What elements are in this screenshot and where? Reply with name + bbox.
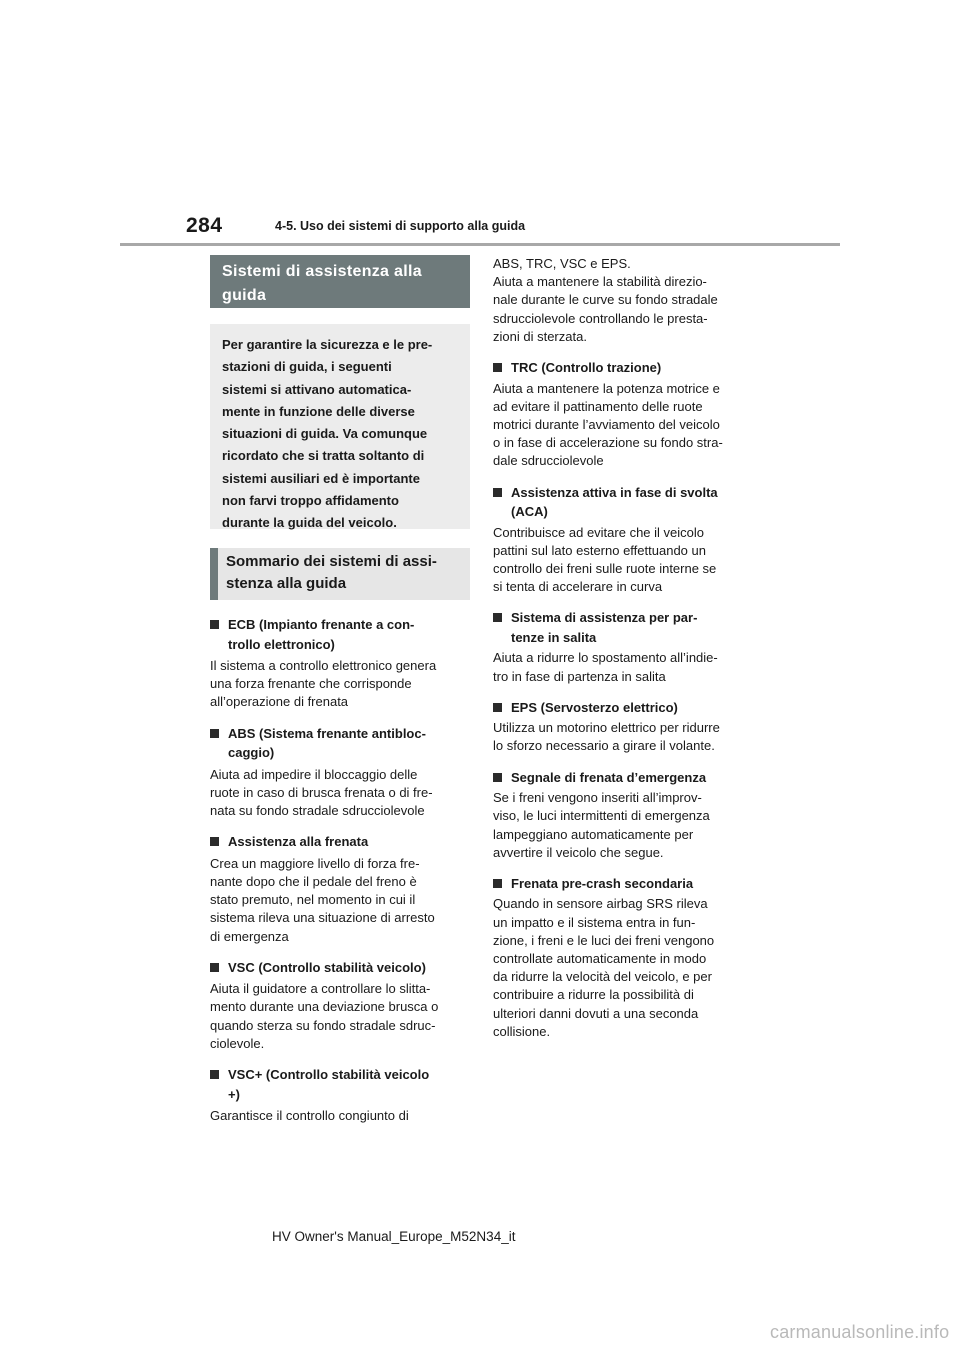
subtitle-line: Sommario dei sistemi di assi- bbox=[226, 553, 437, 570]
item-text-line: ulteriori danni dovuti a una seconda bbox=[493, 1005, 699, 1021]
item-title bbox=[210, 958, 470, 978]
item-text-line: motrici durante l’avviamento del veicolo bbox=[493, 416, 720, 432]
section-subtitle bbox=[210, 548, 470, 600]
item-text-line: pattini sul lato esterno effettuando un bbox=[493, 542, 706, 558]
system-item-abs bbox=[210, 724, 470, 821]
item-text-line: Il sistema a controllo elettronico genera bbox=[210, 658, 437, 673]
item-text-line: una forza frenante che corrisponde bbox=[210, 676, 412, 692]
item-text-line: collisione. bbox=[493, 1023, 551, 1039]
item-title bbox=[493, 768, 753, 788]
item-text-line: contribuire a ridurre la possibilità di bbox=[493, 987, 694, 1003]
continuation-line: ABS, TRC, VSC e EPS. bbox=[493, 256, 631, 271]
system-item-aca bbox=[493, 483, 753, 597]
item-text-line: un impatto e il sistema entra in fun- bbox=[493, 914, 696, 930]
item-text-line: Aiuta a mantenere la potenza motrice e bbox=[493, 380, 720, 396]
item-text bbox=[493, 789, 753, 862]
item-title-line: (ACA) bbox=[511, 504, 548, 520]
item-text bbox=[493, 649, 753, 685]
system-item-emergency-brake-signal bbox=[493, 768, 753, 862]
continuation-line: nale durante le curve su fondo stradale bbox=[493, 292, 718, 308]
item-title bbox=[210, 615, 470, 654]
item-title-line: trollo elettronico) bbox=[228, 636, 335, 652]
item-title bbox=[210, 724, 470, 763]
item-text bbox=[493, 895, 753, 1041]
item-text-line: mento durante una deviazione brusca o bbox=[210, 999, 439, 1015]
item-text-line: Garantisce il controllo congiunto di bbox=[210, 1108, 409, 1124]
item-title-line: Sistema di assistenza per par- bbox=[511, 610, 698, 626]
item-text-line: tro in fase di partenza in salita bbox=[493, 668, 666, 684]
item-text bbox=[210, 1107, 470, 1125]
item-title-line: +) bbox=[228, 1086, 240, 1102]
item-title-line: VSC (Controllo stabilità veicolo) bbox=[228, 959, 426, 975]
intro-line: sistemi ausiliari ed è importante bbox=[222, 470, 420, 486]
page-number: 284 bbox=[186, 214, 223, 237]
continuation-line: sdrucciolevole controllando le presta- bbox=[493, 310, 708, 326]
intro-line: durante la guida del veicolo. bbox=[222, 515, 397, 531]
item-title bbox=[210, 832, 470, 852]
item-title-line: ABS (Sistema frenante antibloc- bbox=[228, 725, 426, 741]
continuation-line: zioni di sterzata. bbox=[493, 328, 587, 344]
item-title-line: tenze in salita bbox=[511, 629, 597, 645]
system-item-trc bbox=[493, 358, 753, 471]
item-text-line: viso, le luci intermittenti di emergenza bbox=[493, 808, 710, 824]
item-text-line: da ridurre la velocità del veicolo, e per bbox=[493, 969, 712, 985]
intro-line: ricordato che si tratta soltanto di bbox=[222, 448, 425, 464]
item-text bbox=[493, 719, 753, 755]
item-title bbox=[493, 608, 753, 647]
right-column bbox=[493, 255, 753, 1041]
item-text-line: nante dopo che il pedale del freno è bbox=[210, 873, 417, 889]
item-text-line: stato premuto, nel momento in cui il bbox=[210, 892, 416, 908]
item-text-line: avvertire il veicolo che segue. bbox=[493, 844, 664, 860]
item-title-line: TRC (Controllo trazione) bbox=[511, 360, 662, 376]
item-text-line: Quando in sensore airbag SRS rileva bbox=[493, 896, 708, 912]
item-text-line: sistema rileva una situazione di arresto bbox=[210, 910, 435, 926]
continuation-text bbox=[493, 255, 753, 346]
item-text bbox=[210, 855, 470, 946]
item-text-line: Utilizza un motorino elettrico per ridurre bbox=[493, 720, 720, 736]
item-title-line: Assistenza alla frenata bbox=[228, 834, 369, 850]
item-title bbox=[493, 874, 753, 894]
item-title-line: Frenata pre-crash secondaria bbox=[511, 875, 694, 891]
item-text bbox=[493, 380, 753, 471]
item-text-line: dale sdrucciolevole bbox=[493, 453, 604, 469]
item-title-line: Segnale di frenata d’emergenza bbox=[511, 769, 707, 785]
item-text-line: Se i freni vengono inseriti all’improv- bbox=[493, 790, 702, 806]
system-item-ecb bbox=[210, 615, 470, 712]
intro-line: mente in funzione delle diverse bbox=[222, 403, 415, 419]
system-item-vsc bbox=[210, 958, 470, 1053]
header-divider bbox=[120, 243, 840, 246]
item-title bbox=[493, 698, 753, 718]
item-text-line: ciolevole. bbox=[210, 1035, 265, 1051]
item-title bbox=[210, 1065, 470, 1104]
system-item-vsc-plus bbox=[210, 1065, 470, 1125]
intro-line: Per garantire la sicurezza e le pre- bbox=[222, 337, 433, 352]
subtitle-line: stenza alla guida bbox=[226, 575, 347, 592]
intro-line: stazioni di guida, i seguenti bbox=[222, 359, 392, 375]
left-column bbox=[210, 255, 470, 1125]
intro-line: situazioni di guida. Va comunque bbox=[222, 426, 428, 442]
intro-line: non farvi troppo affidamento bbox=[222, 493, 399, 509]
item-text-line: lampeggiano automaticamente per bbox=[493, 826, 694, 842]
item-text-line: controllate automaticamente in modo bbox=[493, 951, 707, 967]
item-title-line: ECB (Impianto frenante a con- bbox=[228, 617, 415, 632]
item-text-line: quando sterza su fondo stradale sdruc- bbox=[210, 1017, 436, 1033]
item-text-line: Crea un maggiore livello di forza fre- bbox=[210, 855, 420, 871]
item-title-line: VSC+ (Controllo stabilità veicolo bbox=[228, 1067, 430, 1083]
item-title bbox=[493, 483, 753, 522]
footer-manual-id: HV Owner's Manual_Europe_M52N34_it bbox=[272, 1229, 516, 1244]
item-text-line: nata su fondo stradale sdrucciolevole bbox=[210, 803, 425, 819]
system-item-secondary-collision-brake bbox=[493, 874, 753, 1041]
item-text-line: Aiuta ad impedire il bloccaggio delle bbox=[210, 766, 418, 782]
item-text bbox=[210, 980, 470, 1053]
system-item-hill-start-assist bbox=[493, 608, 753, 685]
system-item-eps bbox=[493, 698, 753, 756]
item-text-line: ruote in caso di brusca frenata o di fre- bbox=[210, 784, 433, 800]
item-text bbox=[493, 524, 753, 597]
item-text-line: controllo dei freni sulle ruote interne se bbox=[493, 560, 717, 576]
item-title-line: EPS (Servosterzo elettrico) bbox=[511, 699, 678, 715]
section-header: 4-5. Uso dei sistemi di supporto alla guida bbox=[275, 219, 526, 233]
item-text-line: Aiuta a ridurre lo spostamento all’indie- bbox=[493, 650, 718, 666]
system-item-brake-assist bbox=[210, 832, 470, 946]
item-text-line: ad evitare il pattinamento delle ruote bbox=[493, 398, 703, 414]
page-title bbox=[210, 255, 470, 308]
item-text-line: all’operazione di frenata bbox=[210, 694, 349, 710]
watermark: carmanualsonline.info bbox=[770, 1322, 950, 1342]
item-text-line: si tenta di accelerare in curva bbox=[493, 579, 663, 595]
item-title-line: Assistenza attiva in fase di svolta bbox=[511, 484, 718, 500]
item-text-line: Aiuta il guidatore a controllare lo slitta- bbox=[210, 981, 431, 997]
intro-line: sistemi si attivano automatica- bbox=[222, 381, 412, 397]
item-text-line: Contribuisce ad evitare che il veicolo bbox=[493, 524, 704, 540]
item-text-line: di emergenza bbox=[210, 928, 289, 944]
item-title bbox=[493, 358, 753, 378]
intro-box bbox=[210, 324, 470, 529]
item-text bbox=[210, 657, 470, 712]
item-text bbox=[210, 766, 470, 821]
item-text-line: o in fase di accelerazione su fondo stra- bbox=[493, 435, 723, 451]
item-text-line: zione, i freni e le luci dei freni vengono bbox=[493, 932, 715, 948]
page-title-text: Sistemi di assistenza alla guida bbox=[222, 263, 422, 304]
item-text-line: lo sforzo necessario a girare il volante. bbox=[493, 738, 715, 754]
item-title-line: caggio) bbox=[228, 745, 275, 761]
continuation-line: Aiuta a mantenere la stabilità direzio- bbox=[493, 274, 707, 290]
